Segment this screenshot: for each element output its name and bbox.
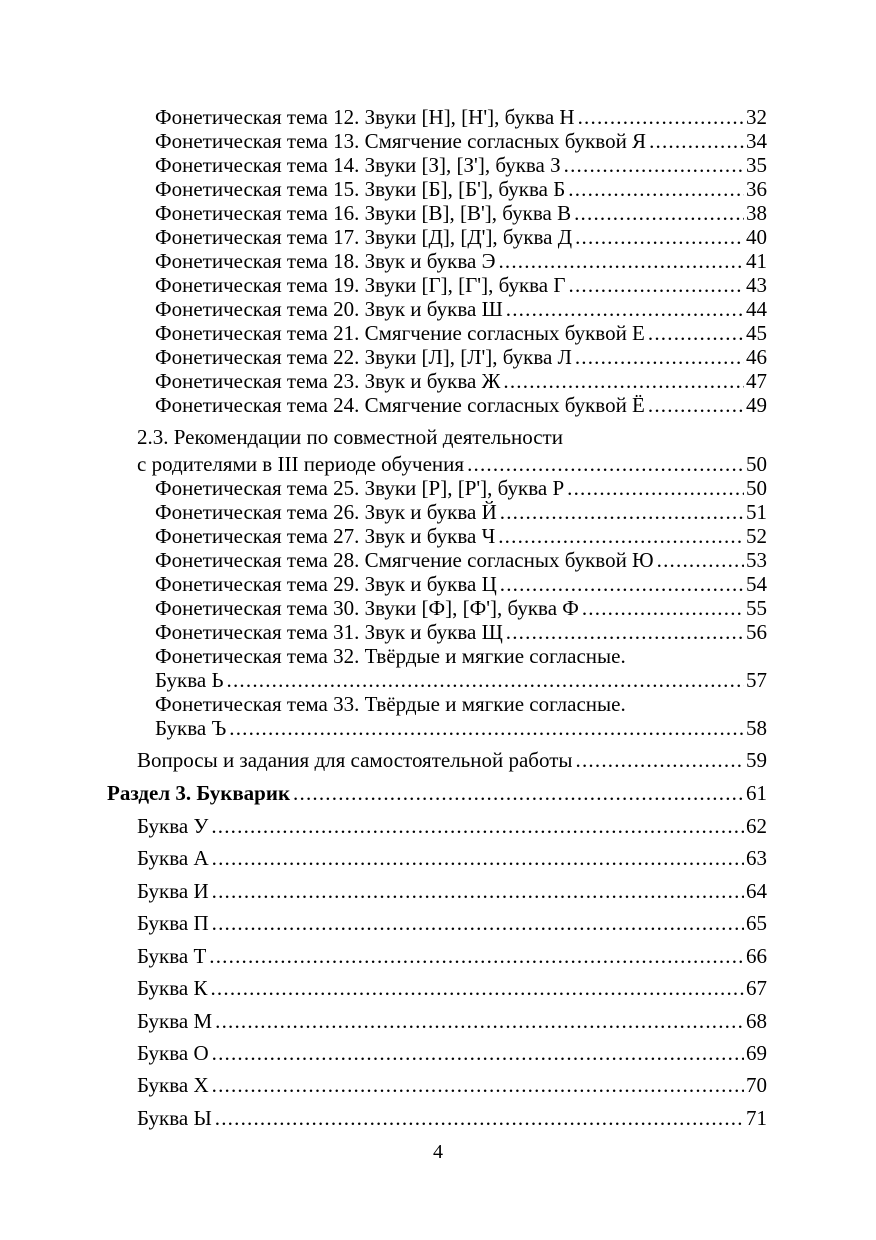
toc-entry-title: Буква О (137, 1041, 209, 1065)
toc-entry-page: 58 (746, 716, 767, 740)
toc-entry-page: 55 (746, 596, 767, 620)
dot-leader (582, 596, 744, 620)
toc-entry-page: 54 (746, 572, 767, 596)
toc-entry-title: Буква У (137, 814, 209, 838)
toc-entry (137, 879, 767, 903)
toc-entry-title: Фонетическая тема 26. Звук и буква Й (155, 500, 497, 524)
dot-leader (293, 781, 744, 805)
toc-entry-title: Фонетическая тема 16. Звуки [В], [В'], буква В (155, 201, 572, 225)
toc-entry (137, 846, 767, 870)
dot-leader (567, 476, 744, 500)
toc-entry-page: 43 (746, 273, 767, 297)
toc-entry-title: Буква П (137, 911, 209, 935)
toc-entry-title: Вопросы и задания для самостоятельной работы (137, 748, 573, 772)
toc-entry-title-line: Фонетическая тема 33. Твёрдые и мягкие согласные. (155, 692, 626, 716)
dot-leader (648, 393, 744, 417)
toc-entry-page: 57 (746, 668, 767, 692)
toc-entry-title: Буква И (137, 879, 209, 903)
toc-entry (155, 524, 767, 548)
toc-entry-title: Буква Ы (137, 1106, 212, 1130)
dot-leader (574, 201, 744, 225)
dot-leader (506, 297, 744, 321)
toc-entry (137, 1073, 767, 1097)
dot-leader (500, 500, 744, 524)
toc-entry (137, 748, 767, 772)
toc-entry-title: Фонетическая тема 30. Звуки [Ф], [Ф'], буква Ф (155, 596, 579, 620)
toc-entry (155, 500, 767, 524)
toc-entry-title: с родителями в III периоде обучения (137, 452, 465, 476)
toc-entry (137, 944, 767, 968)
toc-entry-title: Раздел 3. Букварик (107, 781, 291, 805)
toc-entry-page: 34 (746, 129, 767, 153)
toc-entry (155, 177, 767, 201)
toc-entry (137, 911, 767, 935)
toc-entry-page: 66 (746, 944, 767, 968)
toc-entry-page: 47 (746, 369, 767, 393)
toc-entry-page: 38 (746, 201, 767, 225)
dot-leader (503, 369, 744, 393)
page-number: 4 (433, 1141, 443, 1163)
toc-entry-page: 62 (746, 814, 767, 838)
toc-entry-page: 36 (746, 177, 767, 201)
dot-leader (648, 321, 744, 345)
toc-entry-title: Фонетическая тема 20. Звук и буква Ш (155, 297, 503, 321)
toc-entry (155, 668, 767, 692)
dot-leader (212, 879, 744, 903)
dot-leader (500, 572, 744, 596)
toc-entry-page: 35 (746, 153, 767, 177)
dot-leader (568, 177, 744, 201)
toc-entry-page: 49 (746, 393, 767, 417)
toc-entry-page: 44 (746, 297, 767, 321)
dot-leader (215, 1009, 744, 1033)
toc-entry-page: 45 (746, 321, 767, 345)
dot-leader (467, 452, 744, 476)
toc-entry-title: Фонетическая тема 15. Звуки [Б], [Б'], буква Б (155, 177, 566, 201)
toc-entry-title: Фонетическая тема 22. Звуки [Л], [Л'], буква Л (155, 345, 572, 369)
toc-entry-title: Фонетическая тема 19. Звуки [Г], [Г'], буква Г (155, 273, 566, 297)
toc-entry-title: Буква А (137, 846, 209, 870)
dot-leader (210, 976, 744, 1000)
toc-entry (137, 814, 767, 838)
dot-leader (229, 716, 744, 740)
dot-leader (569, 273, 744, 297)
toc-entry (155, 596, 767, 620)
toc-entry-title: Фонетическая тема 21. Смягчение согласных буквой Е (155, 321, 645, 345)
toc-entry (155, 548, 767, 572)
dot-leader (564, 153, 744, 177)
toc-entry-page: 52 (746, 524, 767, 548)
toc-entry-page: 61 (746, 781, 767, 805)
toc-entry-title: Буква М (137, 1009, 213, 1033)
dot-leader (649, 129, 744, 153)
toc-entry-page: 53 (746, 548, 767, 572)
toc-entry (155, 716, 767, 740)
dot-leader (212, 911, 744, 935)
toc-entry-page: 51 (746, 500, 767, 524)
toc-entry (137, 976, 767, 1000)
toc-entry-title: Фонетическая тема 18. Звук и буква Э (155, 249, 496, 273)
toc-entry-title: Буква К (137, 976, 208, 1000)
toc-entry-page: 64 (746, 879, 767, 903)
dot-leader (212, 1041, 744, 1065)
dot-leader (575, 345, 744, 369)
toc-entry-page: 70 (746, 1073, 767, 1097)
toc-entry-title-line: Фонетическая тема 32. Твёрдые и мягкие согласные. (155, 644, 626, 668)
toc-entry-page: 63 (746, 846, 767, 870)
toc-entry (155, 620, 767, 644)
toc-entry-page: 50 (746, 476, 767, 500)
toc-entry (155, 105, 767, 129)
toc-entry-title: Фонетическая тема 13. Смягчение согласных буквой Я (155, 129, 647, 153)
toc-entry (155, 476, 767, 500)
toc-section-entry (107, 781, 767, 805)
toc-entry-page: 32 (746, 105, 767, 129)
toc-entry (155, 297, 767, 321)
toc-entry-title: Фонетическая тема 12. Звуки [Н], [Н'], буква Н (155, 105, 575, 129)
toc-entry-title: Фонетическая тема 23. Звук и буква Ж (155, 369, 501, 393)
toc-entry-page: 41 (746, 249, 767, 273)
toc-entry-title: Буква Ь (155, 668, 224, 692)
toc-entry-page: 50 (746, 452, 767, 476)
dot-leader (498, 524, 744, 548)
toc-entry-page: 59 (746, 748, 767, 772)
toc-entry (155, 225, 767, 249)
dot-leader (575, 225, 744, 249)
toc-entry (155, 273, 767, 297)
toc-entry-title: Буква Ъ (155, 716, 227, 740)
toc-entry-page: 69 (746, 1041, 767, 1065)
toc-entry-page: 65 (746, 911, 767, 935)
toc-entry (137, 1009, 767, 1033)
toc-entry-title: Фонетическая тема 27. Звук и буква Ч (155, 524, 496, 548)
toc-entry-page: 68 (746, 1009, 767, 1033)
toc-entry (137, 1106, 767, 1130)
toc-section-heading: 2.3. Рекомендации по совместной деятельности (137, 425, 563, 449)
toc-entry-title: Буква Т (137, 944, 207, 968)
toc-entry-page: 56 (746, 620, 767, 644)
dot-leader (211, 814, 744, 838)
toc-entry (137, 452, 767, 476)
toc-entry (137, 1041, 767, 1065)
dot-leader (212, 1073, 744, 1097)
toc-entry (155, 572, 767, 596)
toc-entry-title: Фонетическая тема 29. Звук и буква Ц (155, 572, 497, 596)
toc-entry-title: Фонетическая тема 28. Смягчение согласных буквой Ю (155, 548, 654, 572)
dot-leader (209, 944, 744, 968)
toc-entry-page: 46 (746, 345, 767, 369)
dot-leader (657, 548, 744, 572)
toc-entry-title: Фонетическая тема 24. Смягчение согласных буквой Ё (155, 393, 645, 417)
dot-leader (506, 620, 744, 644)
toc-entry-title: Фонетическая тема 14. Звуки [З], [З'], буква З (155, 153, 561, 177)
toc-entry-title: Фонетическая тема 17. Звуки [Д], [Д'], буква Д (155, 225, 573, 249)
toc-entry-title: Буква Х (137, 1073, 209, 1097)
dot-leader (576, 748, 744, 772)
dot-leader (212, 846, 744, 870)
toc-entry (155, 393, 767, 417)
toc-entry (155, 249, 767, 273)
toc-entry-page: 71 (746, 1106, 767, 1130)
toc-entry-title: Фонетическая тема 25. Звуки [Р], [Р'], буква Р (155, 476, 565, 500)
toc-entry (155, 369, 767, 393)
toc-entry (155, 153, 767, 177)
dot-leader (498, 249, 744, 273)
toc-entry (155, 345, 767, 369)
toc-entry-title: Фонетическая тема 31. Звук и буква Щ (155, 620, 503, 644)
dot-leader (215, 1106, 744, 1130)
dot-leader (227, 668, 744, 692)
toc-entry (155, 321, 767, 345)
toc-entry (155, 129, 767, 153)
dot-leader (578, 105, 744, 129)
toc-entry (155, 201, 767, 225)
toc-entry-page: 40 (746, 225, 767, 249)
toc-entry-page: 67 (746, 976, 767, 1000)
